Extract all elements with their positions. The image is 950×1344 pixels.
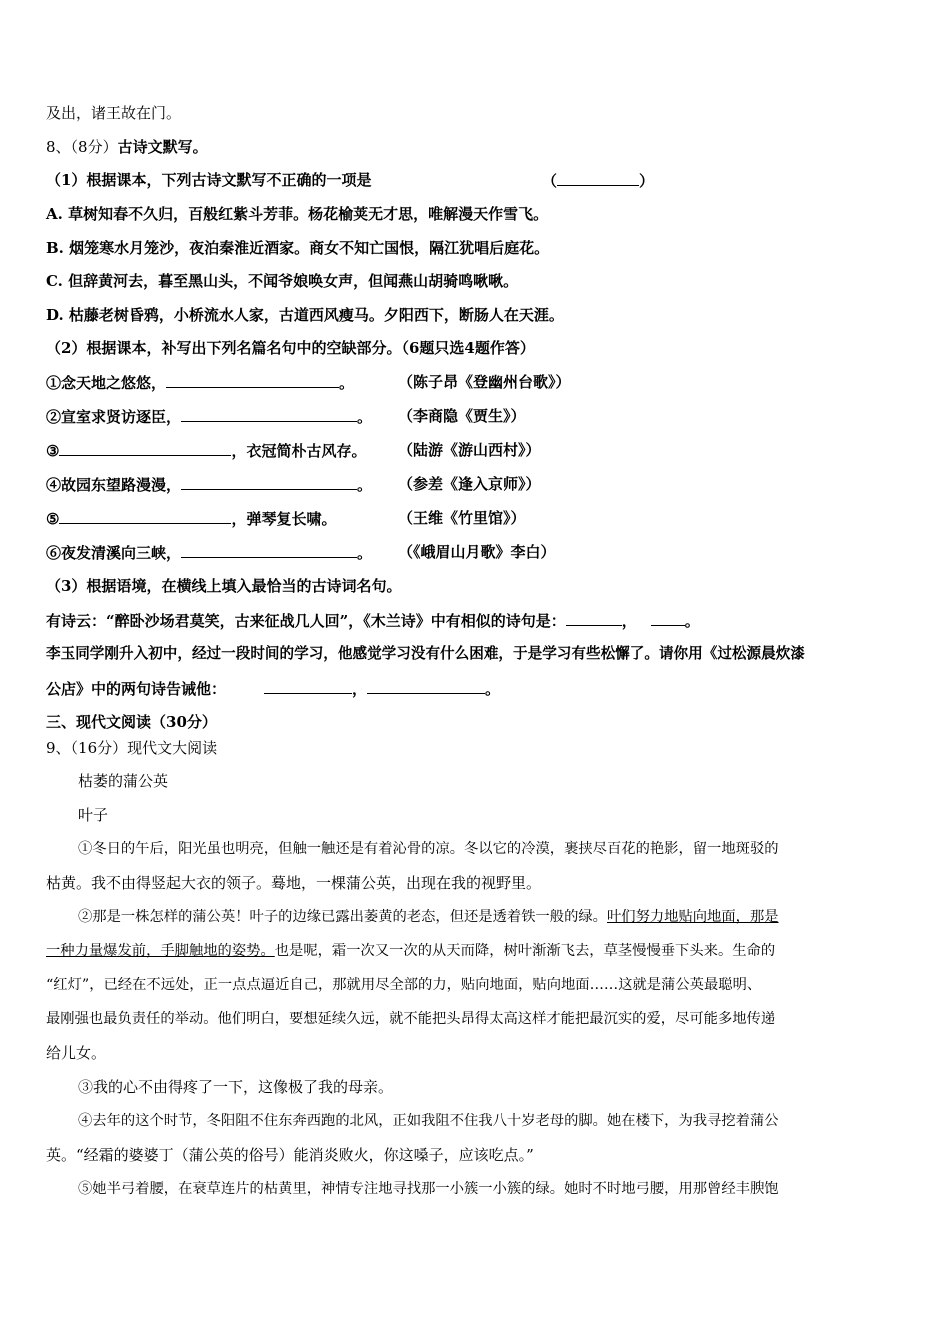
answer-blank[interactable]	[557, 170, 639, 186]
question-9-header: 9、（16分）现代文大阅读	[46, 739, 218, 757]
poem-blank[interactable]	[651, 610, 685, 626]
fill-source: （《峨眉山月歌》李白）	[398, 543, 556, 561]
paren-right: ）	[639, 172, 655, 190]
fill-text: 。	[357, 544, 373, 562]
li-question-line: 李玉同学刚升入初中，经过一段时间的学习，他感觉学习没有什么困难，于是学习有些松懈了。请你用《过松源晨炊漆	[46, 645, 805, 662]
fill-text: ④故园东望路漫漫，	[46, 476, 182, 494]
poem-text: 有诗云：“醉卧沙场君莫笑，古来征战几人回”，《木兰诗》中有相似的诗句是：	[46, 612, 566, 630]
fill-text: ，衣冠简朴古风存。	[231, 442, 367, 460]
li-blank[interactable]	[367, 678, 485, 694]
fill-text: ，弹琴复长啸。	[231, 510, 337, 528]
fill-blank[interactable]	[181, 542, 357, 558]
fill-source: （王维《竹里馆》）	[398, 509, 526, 527]
poem-text: 。	[684, 612, 700, 630]
fill-text: ③	[46, 442, 60, 460]
para-text: ②那是一株怎样的蒲公英！叶子的边缘已露出萎黄的老态，但还是透着铁一般的绿。	[78, 909, 607, 925]
para-line: 枯黄。我不由得竖起大衣的领子。蓦地，一棵蒲公英，出现在我的视野里。	[46, 874, 542, 892]
fill-text: 。	[339, 374, 355, 392]
fill-text: ⑥夜发清溪向三峡，	[46, 544, 182, 562]
para-line: 最刚强也最负责任的举动。他们明白，要想延续久远，就不能把头昂得太高这样才能把最沉实的爱，尽可能多地传递	[46, 1011, 776, 1027]
fill-item-1	[46, 372, 354, 393]
part-2-prompt: （2）根据课本，补写出下列名篇名句中的空缺部分。（6题只选4题作答）	[46, 339, 535, 357]
fill-item-5	[46, 508, 336, 529]
question-number: 8、（8分）	[46, 138, 118, 156]
fill-blank[interactable]	[59, 440, 231, 456]
answer-paren	[542, 170, 654, 191]
article-author: 叶子	[78, 806, 109, 824]
question-8-header	[46, 137, 208, 157]
section-3-heading: 三、现代文阅读（30分）	[46, 713, 217, 731]
para-line: ⑤她半弓着腰，在衰草连片的枯黄里，神情专注地寻找那一小簇一小簇的绿。她时不时地弓腰，用那曾经丰腴饱	[78, 1181, 779, 1197]
para-line: ④去年的这个时节，冬阳阻不住东奔西跑的北风，正如我阻不住我八十岁老母的脚。她在楼下，为我寻挖着蒲公	[78, 1113, 779, 1129]
fill-text: 。	[357, 408, 373, 426]
li-text: 公店》中的两句诗告诫他：	[46, 680, 227, 698]
fill-item-2	[46, 406, 372, 427]
poem-question	[46, 610, 700, 631]
para-line	[78, 907, 779, 927]
paren-left: （	[542, 172, 558, 190]
underlined-text: 叶们努力地贴向地面，那是	[606, 909, 779, 925]
part-1-prompt: （1）根据课本，下列古诗文默写不正确的一项是	[46, 171, 372, 189]
li-question-line	[46, 678, 500, 699]
article-title: 枯萎的蒲公英	[78, 772, 169, 790]
li-text: 。	[485, 680, 501, 698]
li-text: ，	[352, 680, 368, 698]
fill-blank[interactable]	[166, 372, 339, 388]
fill-blank[interactable]	[59, 508, 231, 524]
li-blank[interactable]	[264, 678, 352, 694]
fill-blank[interactable]	[181, 474, 357, 490]
option-a: A. 草树知春不久归，百般红紫斗芳菲。杨花榆荚无才思，唯解漫天作雪飞。	[46, 205, 549, 223]
fill-source: （参差《逢入京师》）	[398, 475, 541, 493]
fill-source: （陆游《游山西村》）	[398, 441, 541, 459]
option-c: C. 但辞黄河去，暮至黑山头，不闻爷娘唤女声，但闻燕山胡骑鸣啾啾。	[46, 272, 519, 290]
para-line: “红灯”，已经在不远处，正一点点逼近自己，那就用尽全部的力，贴向地面，贴向地面……这就是蒲公英最聪明、	[46, 977, 762, 993]
para-text: 也是呢，霜一次又一次的从天而降，树叶渐渐飞去，草茎慢慢垂下头来。生命的	[274, 943, 776, 959]
fill-text: ②宣室求贤访逐臣，	[46, 408, 182, 426]
fill-item-6	[46, 542, 372, 563]
fill-text: 。	[357, 476, 373, 494]
fill-source: （陈子昂《登幽州台歌》）	[398, 373, 571, 391]
fill-blank[interactable]	[181, 406, 357, 422]
option-b: B. 烟笼寒水月笼沙，夜泊秦淮近酒家。商女不知亡国恨，隔江犹唱后庭花。	[46, 239, 550, 257]
option-d: D. 枯藤老树昏鸦，小桥流水人家，古道西风瘦马。夕阳西下，断肠人在天涯。	[46, 306, 564, 324]
fill-text: ①念天地之悠悠，	[46, 374, 167, 392]
text-line: 及出，诸王故在门。	[46, 104, 182, 122]
part-3-prompt: （3）根据语境，在横线上填入最恰当的古诗词名句。	[46, 577, 402, 595]
para-line: 给儿女。	[46, 1044, 107, 1062]
fill-item-4	[46, 474, 372, 495]
question-title: 古诗文默写。	[117, 138, 208, 156]
fill-text: ⑤	[46, 510, 60, 528]
fill-source: （李商隐《贾生》）	[398, 407, 526, 425]
para-line: ①冬日的午后，阳光虽也明亮，但触一触还是有着沁骨的凉。冬以它的冷漠，裹挟尽百花的艳影，留一地斑驳的	[78, 841, 779, 857]
fill-item-3	[46, 440, 366, 461]
para-line: 英。“经霜的婆婆丁（蒲公英的俗号）能消炎败火，你这嗓子，应该吃点。”	[46, 1146, 534, 1164]
poem-text: ，	[621, 612, 637, 630]
poem-blank[interactable]	[566, 610, 622, 626]
para-line	[46, 941, 775, 961]
para-line: ③我的心不由得疼了一下，这像极了我的母亲。	[78, 1078, 394, 1096]
underlined-text: 一种力量爆发前，手脚触地的姿势。	[46, 943, 275, 959]
